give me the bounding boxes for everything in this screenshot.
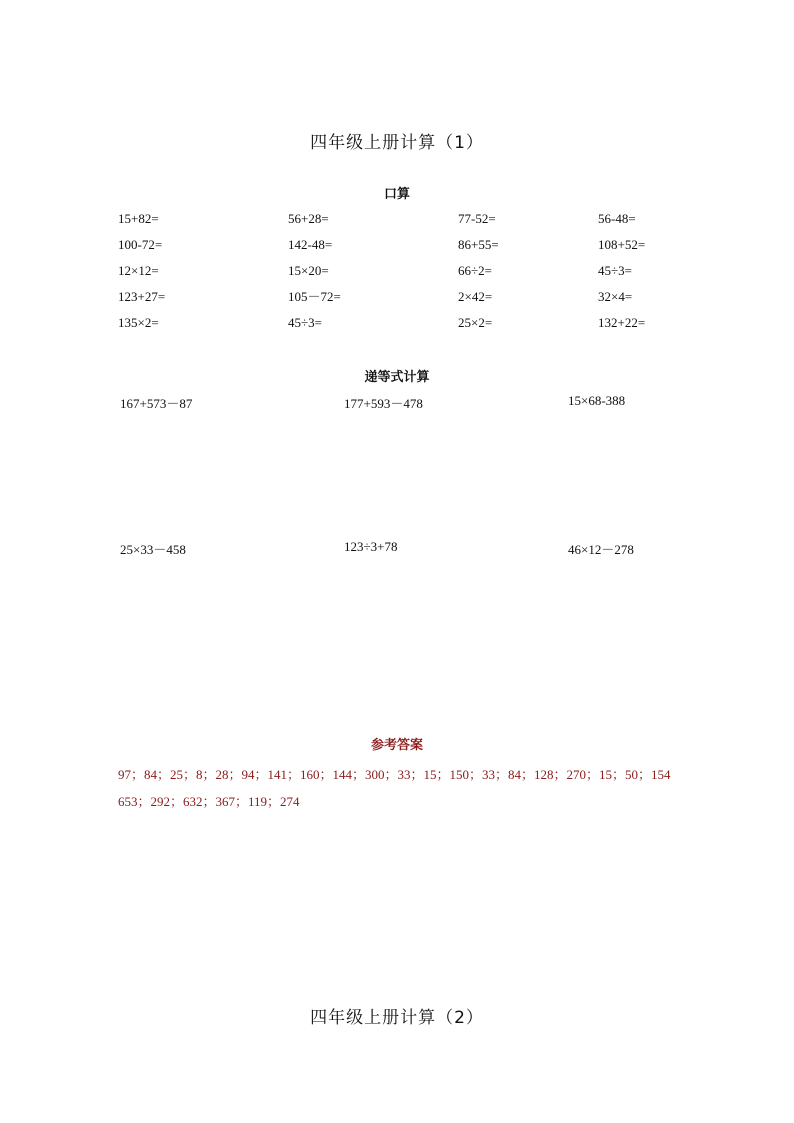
oral-item: 66÷2= <box>458 263 492 278</box>
oral-item: 15+82= <box>118 211 159 226</box>
page-title-2: 四年级上册计算（2） <box>310 1008 484 1028</box>
oral-item: 56-48= <box>598 211 636 226</box>
oral-item: 2×42= <box>458 289 493 304</box>
oral-item: 135×2= <box>118 315 159 330</box>
oral-item: 86+55= <box>458 237 499 252</box>
page-title-1: 四年级上册计算（1） <box>310 133 484 153</box>
step-expression: 15×68-388 <box>568 393 626 408</box>
oral-item: 132+22= <box>598 315 646 330</box>
oral-item: 123+27= <box>118 289 166 304</box>
oral-item: 32×4= <box>598 289 633 304</box>
step-calc-heading: 递等式计算 <box>364 370 430 385</box>
oral-item: 45÷3= <box>288 315 322 330</box>
oral-item: 142-48= <box>288 237 333 252</box>
oral-item: 100-72= <box>118 237 163 252</box>
step-expression: 177+593－478 <box>344 396 423 411</box>
oral-item: 25×2= <box>458 315 493 330</box>
step-expression: 167+573－87 <box>120 396 193 411</box>
answer-line: 653；292；632；367；119；274 <box>118 794 300 809</box>
answer-line: 97；84；25；8；28；94；141；160；144；300；33；15；150；33；84；128；270；15；50；154 <box>118 767 671 782</box>
step-expression: 25×33－458 <box>120 542 186 557</box>
oral-calc-heading: 口算 <box>383 187 410 202</box>
oral-item: 56+28= <box>288 211 329 226</box>
oral-item: 108+52= <box>598 237 646 252</box>
step-expression: 46×12－278 <box>568 542 634 557</box>
answer-heading: 参考答案 <box>370 738 423 753</box>
oral-item: 45÷3= <box>598 263 632 278</box>
step-calc-row-1 <box>120 393 720 412</box>
oral-item: 105－72= <box>288 289 341 304</box>
oral-item: 15×20= <box>288 263 329 278</box>
answer-block <box>118 761 678 815</box>
step-expression: 123÷3+78 <box>344 539 398 554</box>
oral-item: 77-52= <box>458 211 496 226</box>
step-calc-row-2 <box>120 539 720 558</box>
oral-item: 12×12= <box>118 263 159 278</box>
oral-calc-grid <box>118 210 738 332</box>
